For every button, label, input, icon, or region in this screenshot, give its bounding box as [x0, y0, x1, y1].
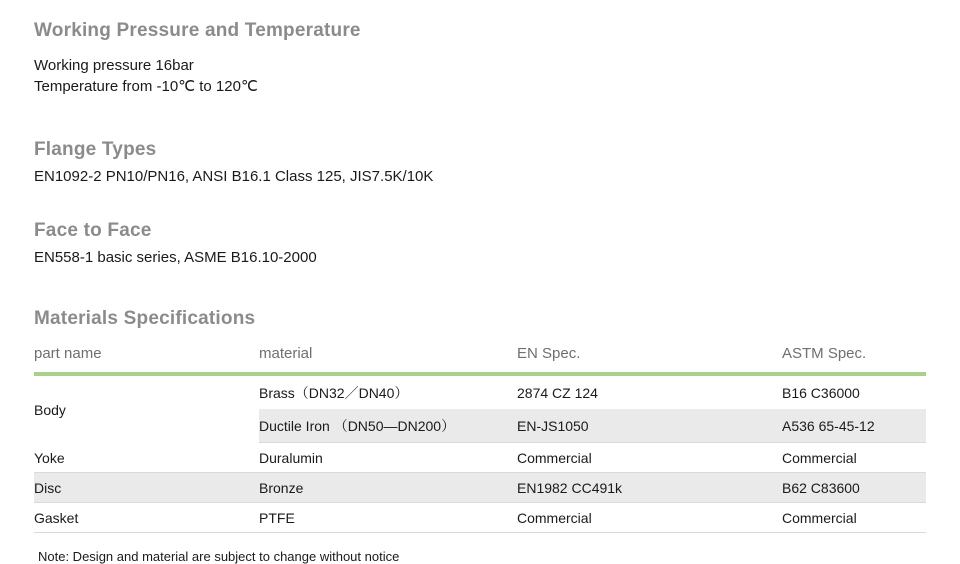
section-flange-types [34, 139, 930, 187]
cell-material: Bronze [259, 473, 517, 503]
section-heading-working-pressure: Working Pressure and Temperature [34, 20, 361, 41]
cell-en-spec: EN-JS1050 [517, 409, 782, 443]
face-to-face-body [34, 247, 930, 268]
materials-table-head [34, 343, 926, 374]
table-row [34, 473, 926, 503]
flange-types-body [34, 166, 930, 187]
section-heading-face-to-face: Face to Face [34, 220, 152, 241]
section-heading-flange-types: Flange Types [34, 139, 157, 160]
cell-astm-spec: Commercial [782, 443, 926, 473]
cell-en-spec: EN1982 CC491k [517, 473, 782, 503]
cell-en-spec: 2874 CZ 124 [517, 385, 598, 401]
section-face-to-face [34, 220, 930, 268]
cell-astm-spec: Commercial [782, 503, 926, 533]
column-header-part-name: part name [34, 345, 102, 362]
section-working-pressure [34, 20, 930, 97]
flange-types-line-1: EN1092-2 PN10/PN16, ANSI B16.1 Class 125, JIS7.5K/10K [34, 168, 434, 185]
cell-part-name: Gasket [34, 503, 259, 533]
materials-table-body [34, 374, 926, 533]
section-heading-materials: Materials Specifications [34, 308, 256, 329]
cell-material: Ductile Iron （DN50—DN200） [259, 409, 517, 443]
table-row [34, 503, 926, 533]
working-pressure-body [34, 55, 930, 97]
cell-material: PTFE [259, 503, 517, 533]
cell-astm-spec: A536 65-45-12 [782, 409, 926, 443]
column-header-material: material [259, 345, 313, 362]
cell-part-name: Disc [34, 473, 259, 503]
section-materials-specifications [34, 308, 930, 564]
face-to-face-line-1: EN558-1 basic series, ASME B16.10-2000 [34, 249, 317, 266]
working-pressure-line-2: Temperature from -10℃ to 120℃ [34, 78, 258, 95]
cell-astm-spec: B62 C83600 [782, 473, 926, 503]
materials-header-row [34, 343, 926, 374]
cell-material: Duralumin [259, 443, 517, 473]
column-header-en-spec: EN Spec. [517, 345, 581, 362]
materials-table [34, 343, 926, 533]
materials-note: Note: Design and material are subject to change without notice [38, 549, 400, 564]
cell-astm-spec: B16 C36000 [782, 385, 860, 401]
cell-en-spec: Commercial [517, 503, 782, 533]
cell-part-name: Body [34, 374, 259, 443]
cell-material: Brass（DN32／DN40） [259, 385, 409, 401]
cell-part-name: Yoke [34, 443, 259, 473]
table-row [34, 443, 926, 473]
table-row [34, 374, 926, 409]
column-header-astm-spec: ASTM Spec. [782, 345, 867, 362]
cell-en-spec: Commercial [517, 443, 782, 473]
working-pressure-line-1: Working pressure 16bar [34, 57, 194, 74]
